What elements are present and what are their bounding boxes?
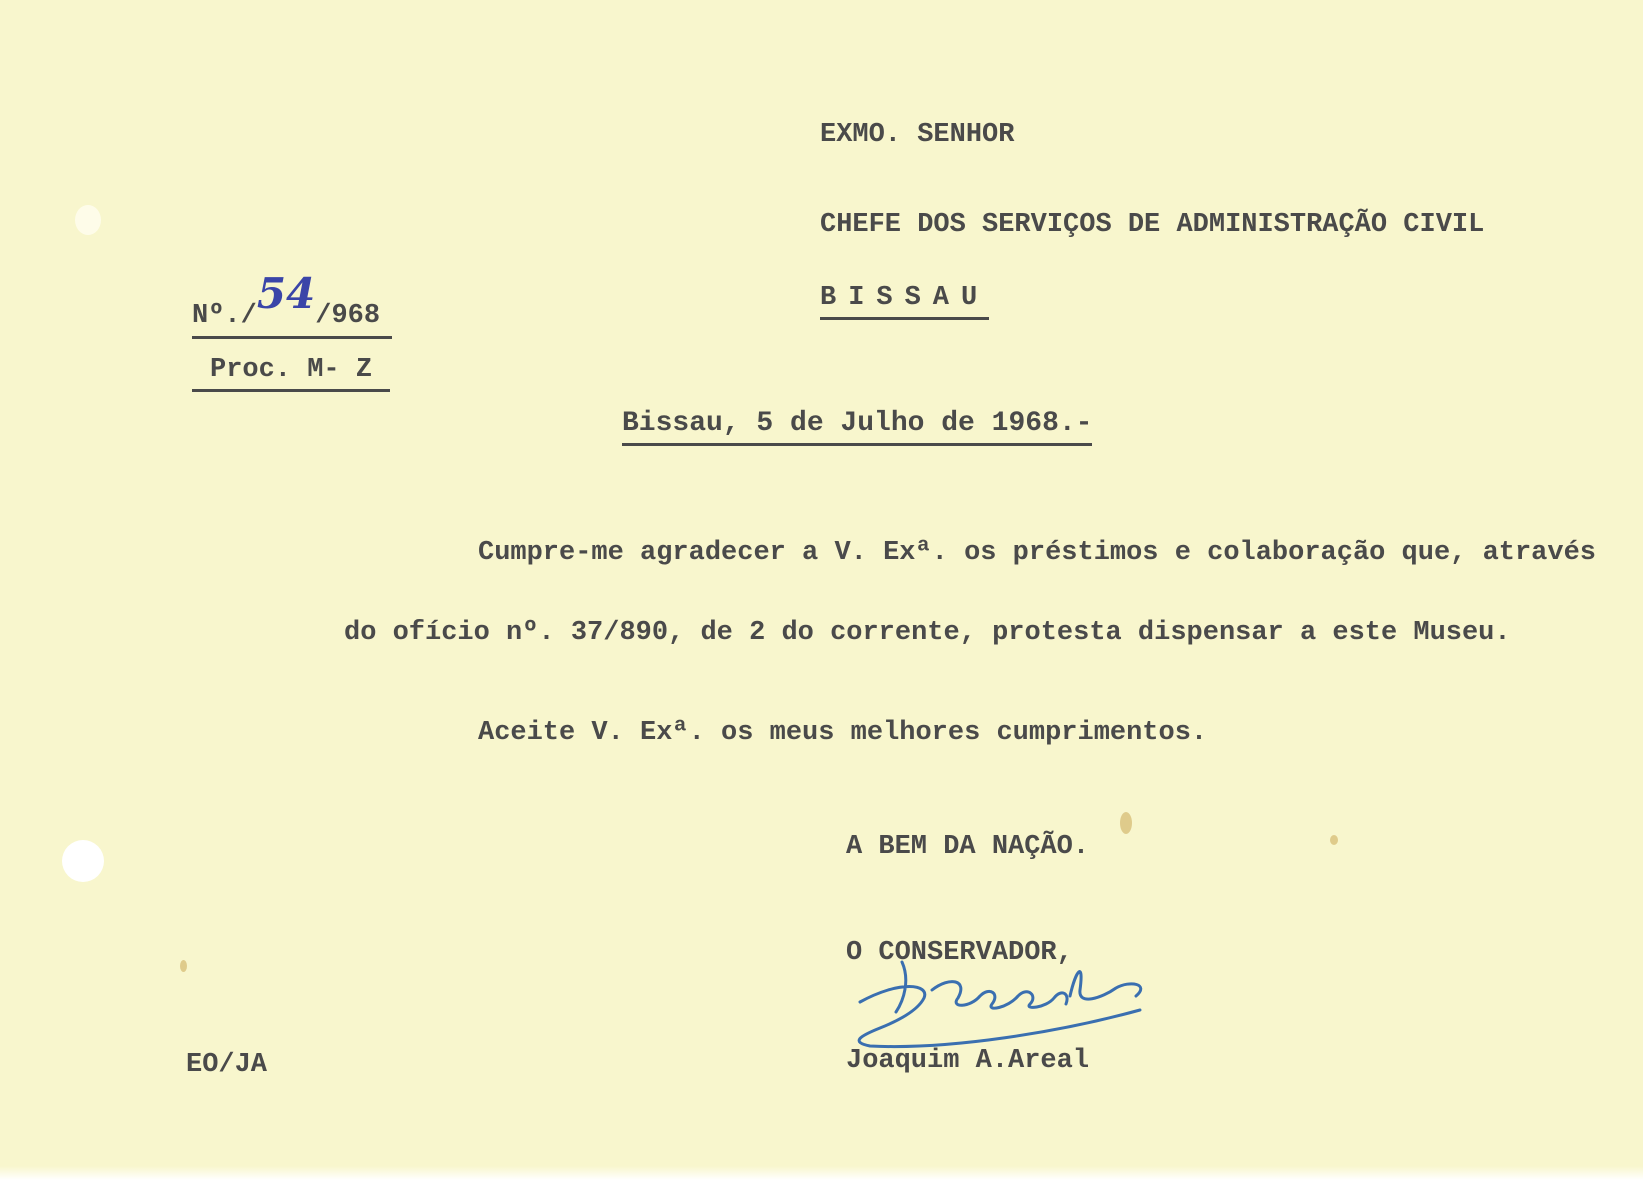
foxing-spot	[75, 205, 101, 235]
body-line-3: Aceite V. Exª. os meus melhores cumprimentos.	[478, 718, 1208, 748]
reference-number	[192, 269, 392, 339]
foxing-spot	[1330, 835, 1338, 845]
reference-prefix: Nº./	[192, 301, 257, 331]
reference-process: Proc. M- Z	[192, 355, 390, 392]
body-line-2: do ofício nº. 37/890, de 2 do corrente, protesta dispensar a este Museu.	[344, 618, 1511, 648]
punch-hole	[62, 840, 104, 882]
typist-initials: EO/JA	[186, 1050, 268, 1080]
body-line-1: Cumpre-me agradecer a V. Exª. os préstimos e colaboração que, através	[478, 538, 1596, 568]
reference-handwritten-number: 54	[256, 269, 316, 318]
addressee-city: BISSAU	[820, 283, 989, 320]
addressee-title: CHEFE DOS SERVIÇOS DE ADMINISTRAÇÃO CIVIL	[820, 210, 1485, 240]
foxing-spot	[180, 960, 187, 972]
date-line: Bissau, 5 de Julho de 1968.-	[622, 408, 1092, 446]
foxing-spot	[1120, 812, 1132, 834]
reference-suffix: /968	[315, 301, 381, 331]
closing: A BEM DA NAÇÃO.	[846, 832, 1090, 862]
signatory-title: O CONSERVADOR,	[846, 938, 1073, 968]
signatory-name: Joaquim A.Areal	[846, 1046, 1090, 1076]
addressee-salutation: EXMO. SENHOR	[820, 120, 1015, 150]
